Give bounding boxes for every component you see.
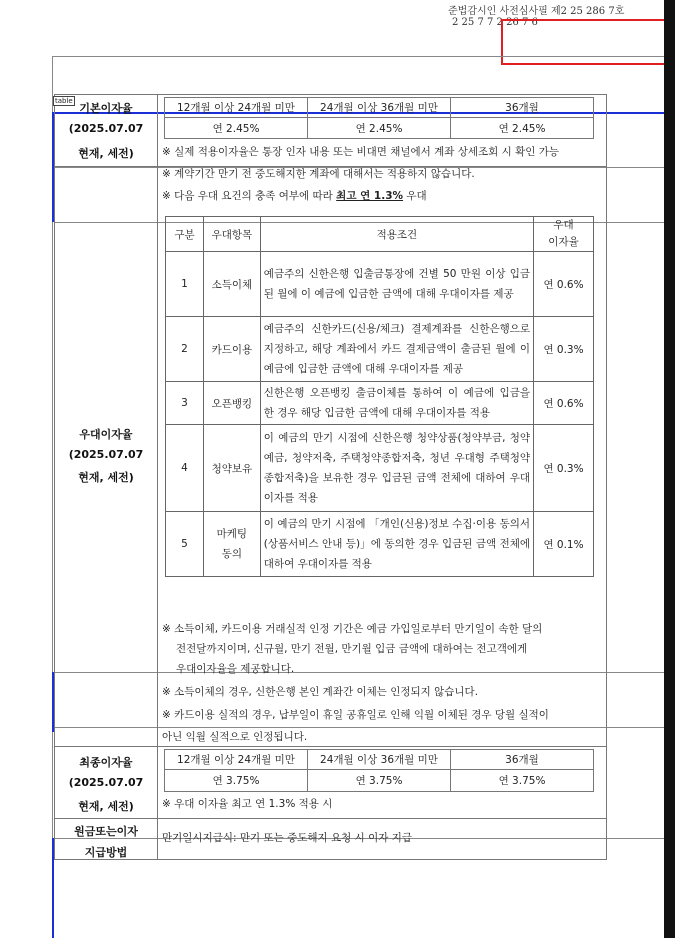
- final-rate-label-2: (2025.07.07: [68, 776, 144, 789]
- basic-note-1: ※ 실제 적용이자율은 통장 인자 내용 또는 비대면 채널에서 계좌 상세조회 시 확인 가능: [162, 146, 560, 158]
- row-rate: 연 0.6%: [534, 252, 594, 317]
- pref-rate-label-3: 현재, 세전): [78, 471, 134, 484]
- basic-period-2: 24개월 이상 36개월 미만: [307, 97, 451, 118]
- table-row: [166, 317, 594, 382]
- row-no: 3: [166, 382, 204, 425]
- table-row: [166, 252, 594, 317]
- pref-note-2: 전전달까지이며, 신규월, 만기 전월, 만기월 입금 금액에 대하여는 전고객에게: [176, 643, 528, 655]
- col-header-no: 구분: [166, 217, 204, 252]
- final-period-1: 12개월 이상 24개월 미만: [164, 749, 308, 770]
- pref-note-4: ※ 소득이체의 경우, 신한은행 본인 계좌간 이체는 인정되지 않습니다.: [162, 686, 479, 698]
- row-condition: 이 예금의 만기 시점에 신한은행 청약상품(청약부금, 청약예금, 청약저축, 주택청약종합저축, 청년 우대형 주택청약종합저축)을 보유한 경우 입금된 금액 전체에 대하여 우대이자를 적용: [260, 425, 533, 512]
- final-rate-2: 연 3.75%: [307, 769, 451, 792]
- red-highlight-box: [501, 19, 671, 65]
- final-period-3: 36개월: [450, 749, 594, 770]
- approval-number-line: 준법감시인 사전심사필 제2 25 286 7호: [448, 6, 625, 17]
- table-row: [166, 425, 594, 512]
- approval-date-line: 2 25 7 7 2 26 7 6: [452, 17, 538, 28]
- row-divider-2: [54, 746, 607, 747]
- final-period-2: 24개월 이상 36개월 미만: [307, 749, 451, 770]
- row-no: 2: [166, 317, 204, 382]
- row-rate: 연 0.1%: [534, 512, 594, 577]
- basic-period-1: 12개월 이상 24개월 미만: [164, 97, 308, 118]
- final-rate-3: 연 3.75%: [450, 769, 594, 792]
- row-rate: 연 0.3%: [534, 425, 594, 512]
- row-no: 5: [166, 512, 204, 577]
- final-rate-label-1: 최종이자율: [79, 756, 133, 769]
- pref-note-5: ※ 카드이용 실적의 경우, 납부일이 휴일 공휴일로 인해 익월 이체된 경우 당월 실적이: [162, 709, 549, 721]
- row-no: 4: [166, 425, 204, 512]
- col-header-rate-line1: 우대: [553, 219, 574, 231]
- row-condition: 예금주의 신한은행 입출금통장에 건별 50 만원 이상 입금된 월에 이 예금에 입금한 금액에 대해 우대이자를 제공: [260, 252, 533, 317]
- pref-intro: [162, 190, 427, 203]
- row-divider-1: [54, 166, 607, 167]
- basic-rate-2: 연 2.45%: [307, 117, 451, 139]
- row-divider-3: [54, 818, 607, 819]
- basic-rate-label-1: 기본이자율: [79, 102, 133, 115]
- row-item-line2: 동의: [221, 548, 242, 560]
- row-condition: 이 예금의 만기 시점에 「개인(신용)정보 수집·이용 동의서(상품서비스 안내 등)」에 동의한 경우 입금된 금액 전체에 대하여 우대이자를 적용: [260, 512, 533, 577]
- row-item: [203, 512, 260, 577]
- pref-note-1: ※ 소득이체, 카드이용 거래실적 인정 기간은 예금 가입일로부터 만기일이 속한 달의: [162, 623, 543, 635]
- final-note: ※ 우대 이자율 최고 연 1.3% 적용 시: [162, 798, 333, 810]
- basic-rate-1: 연 2.45%: [164, 117, 308, 139]
- row-condition: 예금주의 신한카드(신용/체크) 결제계좌를 신한은행으로 지정하고, 해당 계좌에서 카드 결제금액이 출금된 월에 이 예금에 입금한 금액에 대해 우대이자를 제공: [260, 317, 533, 382]
- payment-label-2: 지급방법: [84, 846, 128, 859]
- basic-note-2: ※ 계약기간 만기 전 중도해지한 계좌에 대해서는 적용하지 않습니다.: [162, 168, 475, 180]
- pref-rate-label-2: (2025.07.07: [68, 448, 144, 461]
- payment-method-text: 만기일시지급식: 만기 또는 중도해지 요청 시 이자 지급: [162, 832, 413, 844]
- col-header-rate-line2: 이자율: [548, 236, 579, 248]
- pref-intro-max-rate: 최고 연 1.3%: [336, 190, 404, 202]
- row-rate: 연 0.6%: [534, 382, 594, 425]
- final-rate-label-3: 현재, 세전): [78, 800, 134, 813]
- row-no: 1: [166, 252, 204, 317]
- basic-rate-3: 연 2.45%: [450, 117, 594, 139]
- final-rate-1: 연 3.75%: [164, 769, 308, 792]
- row-rate: 연 0.3%: [534, 317, 594, 382]
- row-item: 청약보유: [203, 425, 260, 512]
- right-dark-edge: [664, 0, 675, 938]
- pref-note-6: 아닌 익월 실적으로 인정됩니다.: [162, 731, 308, 743]
- pref-note-3: 우대이자율을 제공합니다.: [176, 663, 295, 675]
- row-item-line1: 마케팅: [216, 528, 248, 540]
- table-row: [166, 382, 594, 425]
- row-condition: 신한은행 오픈뱅킹 출금이체를 통하여 이 예금에 입금을 한 경우 해당 입금한 금액에 대해 우대이자를 적용: [260, 382, 533, 425]
- table-overlay-tag: table: [55, 97, 73, 105]
- row-item: 카드이용: [203, 317, 260, 382]
- pref-intro-suffix: 우대: [403, 190, 427, 202]
- basic-period-3: 36개월: [450, 97, 594, 118]
- payment-label-1: 원금또는이자: [74, 825, 138, 838]
- basic-rate-label-3: 현재, 세전): [78, 147, 134, 160]
- pref-conditions-table: [165, 216, 594, 577]
- basic-rate-label-2: (2025.07.07: [68, 122, 144, 135]
- col-header-item: 우대항목: [203, 217, 260, 252]
- pref-table-header: [166, 217, 594, 252]
- pref-intro-prefix: ※ 다음 우대 요건의 충족 여부에 따라: [162, 190, 337, 202]
- row-item: 오픈뱅킹: [203, 382, 260, 425]
- table-row: [166, 512, 594, 577]
- col-header-rate: [534, 217, 594, 252]
- col-header-condition: 적용조건: [260, 217, 533, 252]
- pref-rate-label-1: 우대이자율: [79, 428, 133, 441]
- row-item: 소득이체: [203, 252, 260, 317]
- gray-frame-top: [52, 56, 664, 57]
